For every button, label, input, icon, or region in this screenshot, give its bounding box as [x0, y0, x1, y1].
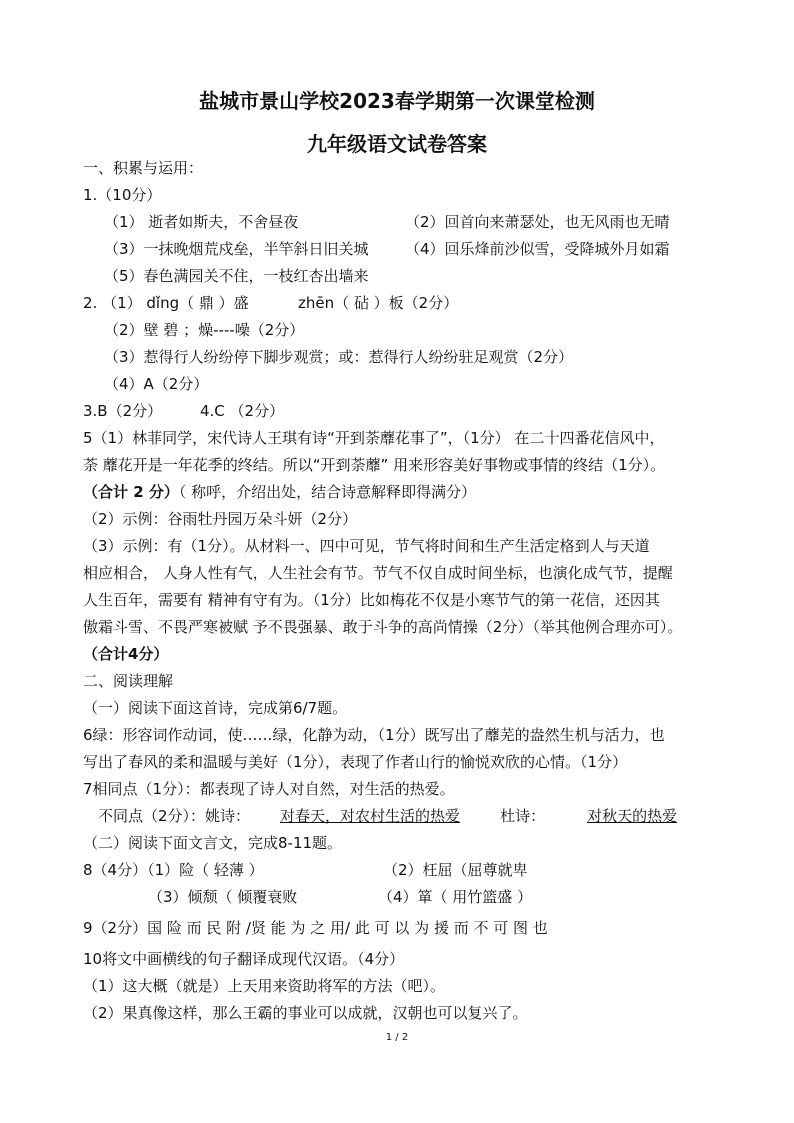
q5-line-3 — [83, 482, 476, 502]
q1-answer-5: （5）春色满园关不住，一枝红杏出墙来 — [104, 267, 369, 285]
section-1-header: 一、积累与运用： — [83, 159, 204, 177]
q9-answer: 9（2分）国 险 而 民 附 /贤 能 为 之 用/ 此 可 以 为 援 而 不 可 图 也 — [83, 919, 548, 937]
q2-line-4: （4）A（2分） — [104, 375, 209, 393]
q4-answer: 4.C （2分） — [200, 402, 285, 420]
reading-part-2-instruction: （二）阅读下面文言文，完成8-11题。 — [83, 834, 343, 852]
q2-line-3: （3）惹得行人纷纷停下脚步观赏；或：惹得行人纷纷驻足观赏（2分） — [104, 348, 574, 366]
q10-heading: 10将文中画横线的句子翻译成现代汉语。（4分） — [83, 950, 405, 968]
q5-line-7: 人生百年，需要有 精神有守有为。（1分）比如梅花不仅是小寒节气的第一花信，还因其 — [83, 591, 660, 609]
q8-answer-3: （3）倾颓（ 倾覆衰败 — [148, 888, 298, 906]
q1-answer-1: （1） 逝者如斯夫，不舍昼夜 — [104, 213, 299, 231]
q2-line-1b: zhēn（ 砧 ）板（2分） — [298, 294, 459, 312]
q7-yao-answer: 对春天，对农村生活的热爱 — [280, 807, 461, 825]
q7-du-answer: 对秋天的热爱 — [587, 807, 678, 825]
q5-line-6: 相应相合， 人身人性有气，人生社会有节。节气不仅自成时间坐标，也演化成气节，提醒 — [83, 564, 673, 582]
q7-du-label: 杜诗： — [500, 807, 546, 825]
q5-subtotal-1: （合计 2 分） — [83, 483, 179, 501]
q8-answer-4: （4）箪（ 用竹篮盛 ） — [378, 888, 533, 906]
q5-subtotal-2: （合计4分） — [83, 645, 169, 663]
q6-line-2: 写出了春风的柔和温暖与美好（1分），表现了作者山行的愉悦欢欣的心情。（1分） — [83, 753, 628, 771]
q10-translation-2: （2）果真像这样，那么王霸的事业可以成就，汉朝也可以复兴了。 — [83, 1004, 528, 1022]
q5-line-5: （3）示例：有（1分）。从材料一、四中可见，节气将时间和生产生活定格到人与天道 — [83, 537, 650, 555]
q6-line-1: 6绿：形容词作动词，使……绿，化静为动，（1分）既写出了蘼芜的盎然生机与活力，也 — [83, 726, 665, 744]
q10-translation-1: （1）这大概（就是）上天用来资助将军的方法（吧）。 — [83, 977, 446, 995]
q5-line-8: 傲霜斗雪、不畏严寒被赋 予不畏强暴、敢于斗争的高尚情操（2分）（举其他例合理亦可）。 — [83, 618, 683, 636]
q5-line-2: 荼 蘼花开是一年花季的终结。所以“开到荼蘼” 用来形容美好事物或事情的终结（1分）。 — [83, 456, 666, 474]
q7-line-2 — [98, 806, 677, 826]
q5-line-1: 5（1）林菲同学，宋代诗人王琪有诗“开到荼蘼花事了”，（1分） 在二十四番花信风中， — [83, 429, 665, 447]
q8-answer-2: （2）枉屈（屈尊就卑 — [383, 861, 528, 879]
answer-sheet-title: 九年级语文试卷答案 — [307, 132, 487, 156]
q1-answer-4: （4）回乐烽前沙似雪，受降城外月如霜 — [405, 240, 670, 258]
page-number: 1 / 2 — [385, 1032, 409, 1043]
q1-heading: 1.（10分） — [83, 186, 162, 204]
reading-part-1-instruction: （一）阅读下面这首诗，完成第6/7题。 — [83, 699, 348, 717]
q2-line-2: （2）壁 碧 ；燥----噪（2分） — [104, 321, 305, 339]
q5-scoring-note: （ 称呼，介绍出处，结合诗意解释即得满分） — [178, 483, 477, 501]
q3-answer: 3.B（2分） — [83, 402, 163, 420]
q1-answer-3: （3）一抹晚烟荒戍垒，半竿斜日旧关城 — [104, 240, 369, 258]
q7-line-1: 7相同点（1分）：都表现了诗人对自然，对生活的热爱。 — [83, 780, 455, 798]
q5-line-4: （2）示例：谷雨牡丹园万朵斗妍（2分） — [83, 510, 358, 528]
school-exam-title: 盐城市景山学校2023春学期第一次课堂检测 — [199, 89, 595, 113]
q7-diff-label: 不同点（2分）：姚诗： — [98, 807, 251, 825]
q8-answer-1: 8（4分）（1）险（ 轻薄 ） — [83, 861, 264, 879]
q1-answer-2: （2）回首向来萧瑟处，也无风雨也无晴 — [405, 213, 670, 231]
section-2-header: 二、阅读理解 — [83, 672, 174, 690]
q2-line-1a: 2. （1） dǐng（ 鼎 ）盛 — [83, 294, 249, 312]
